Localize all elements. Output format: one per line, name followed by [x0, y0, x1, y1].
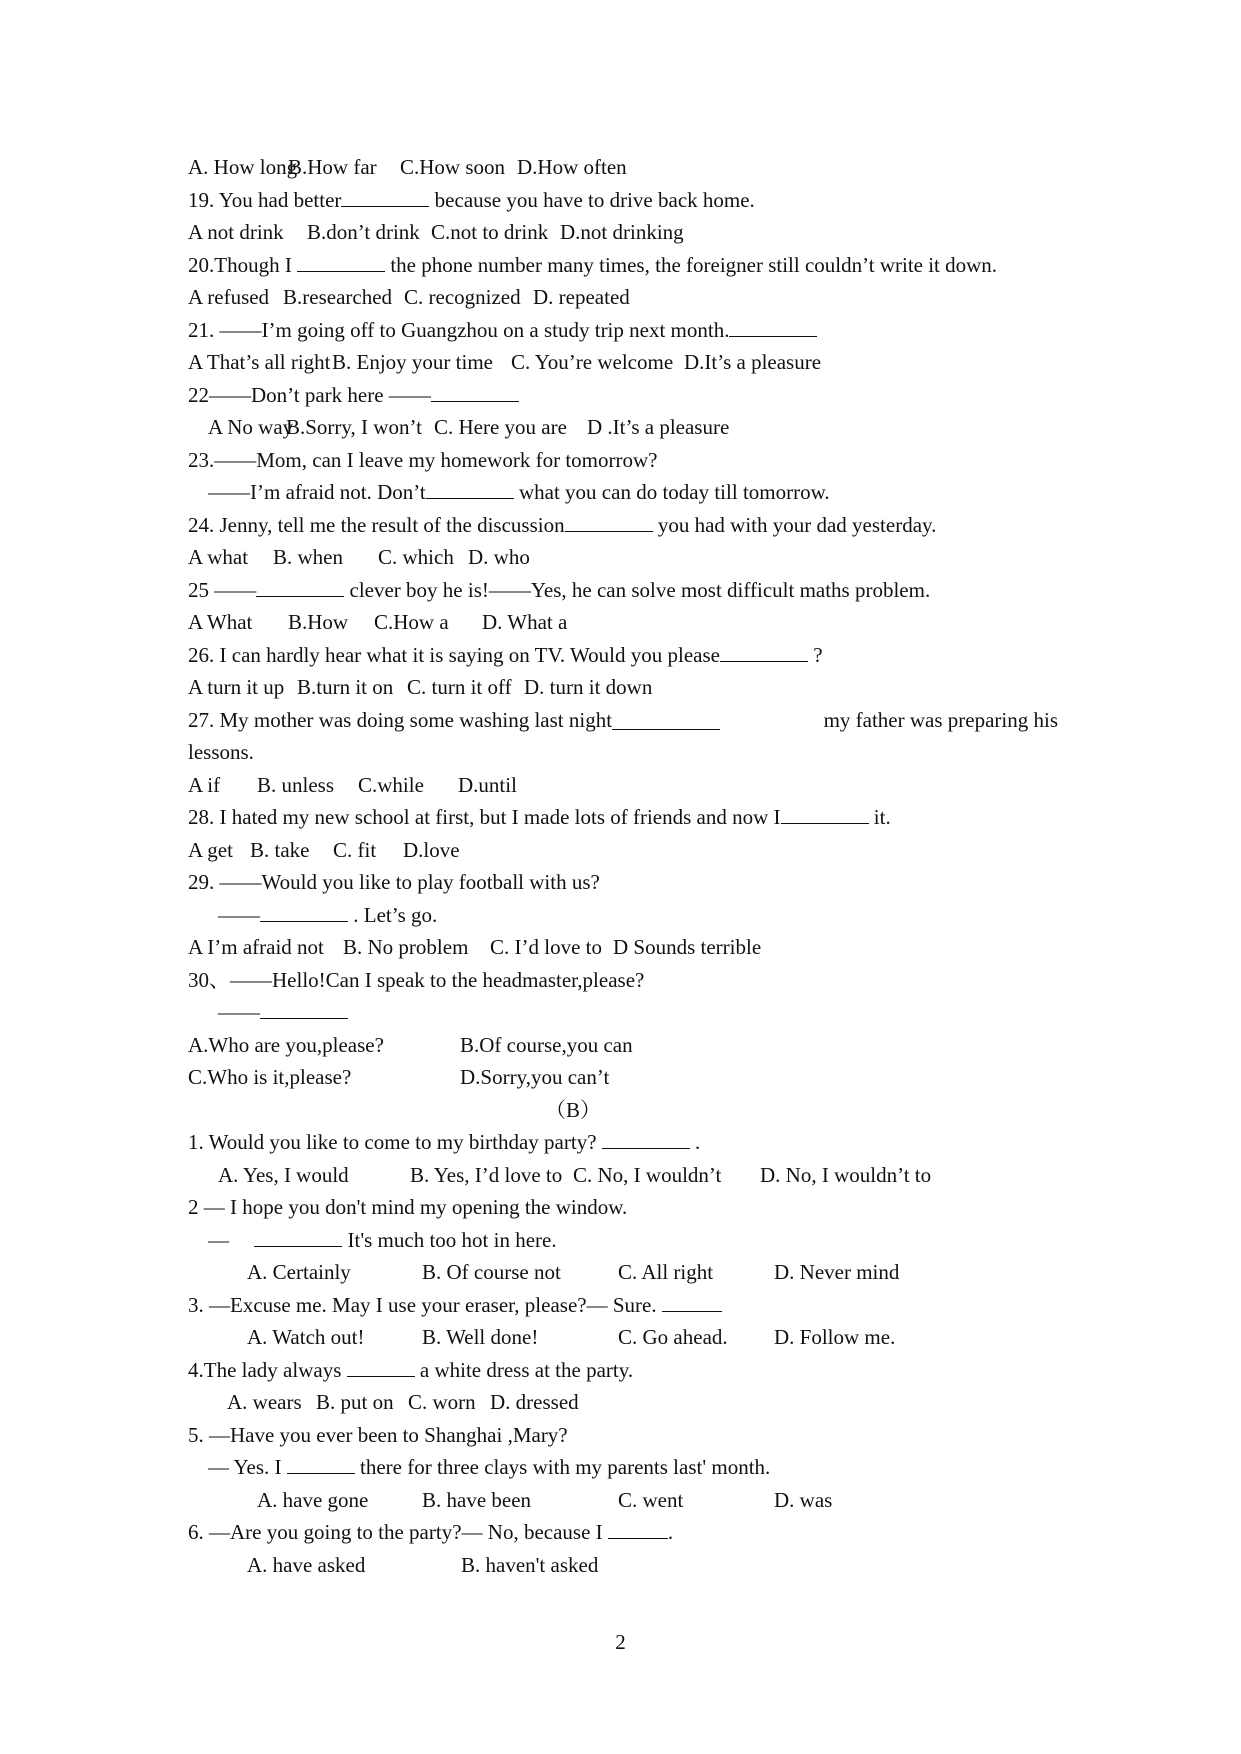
option-c: C.not to drink [431, 220, 549, 244]
option-b: B.How [288, 610, 349, 634]
question-19: 19. You had better because you have to drive back home. [188, 184, 1058, 217]
option-c: C. which [378, 545, 454, 569]
question-23-reply: ——I’m afraid not. Don’t what you can do today till tomorrow. [188, 476, 1058, 509]
question-30-reply: —— [188, 996, 1058, 1029]
question-list [188, 151, 1058, 1581]
section-b-question-1: 1. Would you like to come to my birthday party? . [188, 1126, 1058, 1159]
section-b-question-5-reply: — Yes. I there for three clays with my parents last' month. [188, 1451, 1058, 1484]
option-a: A not drink [188, 220, 284, 244]
option-b: B. Well done! [422, 1325, 539, 1349]
option-b: B. have been [422, 1487, 532, 1512]
question-27: 27. My mother was doing some washing last night my father was preparing his [188, 707, 1058, 732]
option-c: C. recognized [404, 285, 521, 309]
option-a: A. wears [227, 1390, 302, 1414]
answer-blank[interactable] [608, 1516, 668, 1539]
section-b-question-2-reply: — It's much too hot in here. [188, 1224, 1058, 1257]
option-d: D. turn it down [524, 675, 653, 699]
section-b-heading: （B） [544, 1097, 601, 1122]
question-21: 21. ——I’m going off to Guangzhou on a study trip next month. [188, 314, 1058, 347]
option-a: A get [188, 837, 233, 862]
option-a: A refused [188, 285, 270, 309]
option-a: A I’m afraid not [188, 935, 324, 959]
option-d: D. dressed [490, 1390, 579, 1414]
option-a: A what [188, 545, 249, 569]
b4-options [188, 1386, 1058, 1419]
option-c: C.How a [374, 610, 449, 634]
answer-blank[interactable] [431, 379, 519, 402]
option-c: C.while [358, 772, 424, 797]
section-b-question-3: 3. —Excuse me. May I use your eraser, please?— Sure. [188, 1289, 1058, 1322]
section-b-question-5: 5. —Have you ever been to Shanghai ,Mary? [188, 1422, 568, 1447]
option-d: D.until [458, 772, 517, 797]
question-24: 24. Jenny, tell me the result of the discussion you had with your dad yesterday. [188, 509, 1058, 542]
option-c: C.Who is it,please? [188, 1065, 352, 1089]
option-a: A. have gone [257, 1487, 369, 1512]
option-c: C. fit [333, 837, 377, 862]
option-b: B. Of course not [422, 1260, 561, 1284]
answer-blank[interactable] [612, 707, 720, 730]
option-d: D.love [403, 837, 460, 862]
q22-options [188, 411, 1058, 444]
answer-blank[interactable] [297, 249, 385, 272]
option-b: B. unless [257, 772, 335, 797]
q18-options [188, 151, 1058, 184]
q29-options [188, 931, 1058, 964]
answer-blank[interactable] [565, 509, 653, 532]
option-a: A. How long [188, 155, 298, 179]
b6-options [188, 1549, 1058, 1582]
option-a: A That’s all right [188, 350, 331, 374]
option-b: B.researched [283, 285, 393, 309]
option-b: B.Sorry, I won’t [286, 415, 422, 439]
option-b: B.turn it on [297, 675, 394, 699]
option-a: A. have asked [247, 1552, 366, 1577]
b3-options [188, 1321, 1058, 1354]
option-a: A No way [208, 415, 294, 439]
option-a: A. Certainly [247, 1260, 351, 1284]
option-c: C. worn [408, 1390, 476, 1414]
answer-blank[interactable] [426, 476, 514, 499]
option-b: B. Enjoy your time [332, 350, 493, 374]
option-d: D. No, I wouldn’t to [760, 1162, 932, 1187]
answer-blank[interactable] [602, 1126, 690, 1149]
answer-blank[interactable] [720, 639, 808, 662]
option-d: D.Sorry,you can’t [460, 1065, 610, 1089]
q28-options [188, 834, 1058, 867]
answer-blank[interactable] [254, 1224, 342, 1247]
answer-blank[interactable] [260, 899, 348, 922]
question-25: 25 —— clever boy he is!——Yes, he can solve most difficult maths problem. [188, 574, 1058, 607]
option-b: B.How far [288, 155, 377, 179]
b5-options [188, 1484, 1058, 1517]
q27-options [188, 769, 1058, 802]
option-b: B.don’t drink [307, 220, 420, 244]
option-c: C. You’re welcome [511, 350, 674, 374]
option-b: B. Yes, I’d love to [410, 1162, 563, 1187]
answer-blank[interactable] [729, 314, 817, 337]
option-c: C. turn it off [407, 675, 512, 699]
question-20: 20.Though I the phone number many times, the foreigner still couldn’t write it down. [188, 249, 1058, 282]
q26-options [188, 671, 1058, 704]
answer-blank[interactable] [341, 184, 429, 207]
option-b: B. No problem [343, 935, 469, 959]
q24-options [188, 541, 1058, 574]
section-b-question-6: 6. —Are you going to the party?— No, because I . [188, 1516, 1058, 1549]
option-d: D.How often [517, 155, 627, 179]
option-b: B. haven't asked [461, 1552, 599, 1577]
option-d: D. was [774, 1487, 833, 1512]
answer-blank[interactable] [256, 574, 344, 597]
option-c: C. Here you are [434, 415, 567, 439]
q21-options [188, 346, 1058, 379]
question-28: 28. I hated my new school at first, but I made lots of friends and now I it. [188, 801, 1058, 834]
option-c: C. went [618, 1487, 684, 1512]
option-a: A if [188, 772, 221, 797]
answer-blank[interactable] [347, 1354, 415, 1377]
option-c: C. All right [618, 1260, 714, 1284]
question-29: 29. ——Would you like to play football with us? [188, 870, 600, 894]
question-27-continued: lessons. [188, 740, 254, 764]
option-a: A. Yes, I would [218, 1162, 349, 1187]
option-d: D.not drinking [560, 220, 684, 244]
question-22: 22——Don’t park here —— [188, 379, 1058, 412]
option-b: B. put on [316, 1390, 394, 1414]
question-29-reply: —— . Let’s go. [188, 899, 1058, 932]
option-d: D Sounds terrible [613, 935, 762, 959]
page-number: 2 [615, 1630, 626, 1654]
answer-blank[interactable] [260, 996, 348, 1019]
option-c: C. Go ahead. [618, 1325, 728, 1349]
option-d: D.It’s a pleasure [684, 350, 822, 374]
q19-options [188, 216, 1058, 249]
option-c: C. I’d love to [490, 935, 602, 959]
question-23: 23.——Mom, can I leave my homework for tomorrow? [188, 447, 658, 472]
option-c: C. No, I wouldn’t [573, 1162, 722, 1187]
q30-options-row1 [188, 1029, 1058, 1062]
b1-options [188, 1159, 1058, 1192]
option-b: B. take [250, 837, 310, 862]
question-26: 26. I can hardly hear what it is saying on TV. Would you please ? [188, 639, 1058, 672]
answer-blank[interactable] [287, 1451, 355, 1474]
answer-blank[interactable] [781, 801, 869, 824]
section-b-question-2: 2 — I hope you don't mind my opening the window. [188, 1195, 628, 1219]
option-d: D. Follow me. [774, 1325, 896, 1349]
q30-options-row2 [188, 1061, 1058, 1094]
option-a: A turn it up [188, 675, 285, 699]
option-b: B. when [273, 545, 343, 569]
b2-options [188, 1256, 1058, 1289]
answer-blank[interactable] [662, 1289, 722, 1312]
option-d: D. Never mind [774, 1260, 900, 1284]
section-b-question-4: 4.The lady always a white dress at the party. [188, 1354, 1058, 1387]
option-a: A What [188, 610, 253, 634]
option-d: D .It’s a pleasure [587, 415, 730, 439]
option-d: D. What a [482, 610, 568, 634]
option-b: B.Of course,you can [460, 1032, 633, 1057]
q25-options [188, 606, 1058, 639]
option-c: C.How soon [400, 155, 506, 179]
option-a: A. Watch out! [247, 1325, 365, 1349]
option-d: D. who [468, 545, 530, 569]
question-30: 30、——Hello!Can I speak to the headmaster,please? [188, 967, 645, 992]
option-a: A.Who are you,please? [188, 1032, 384, 1057]
q20-options [188, 281, 1058, 314]
option-d: D. repeated [533, 285, 630, 309]
